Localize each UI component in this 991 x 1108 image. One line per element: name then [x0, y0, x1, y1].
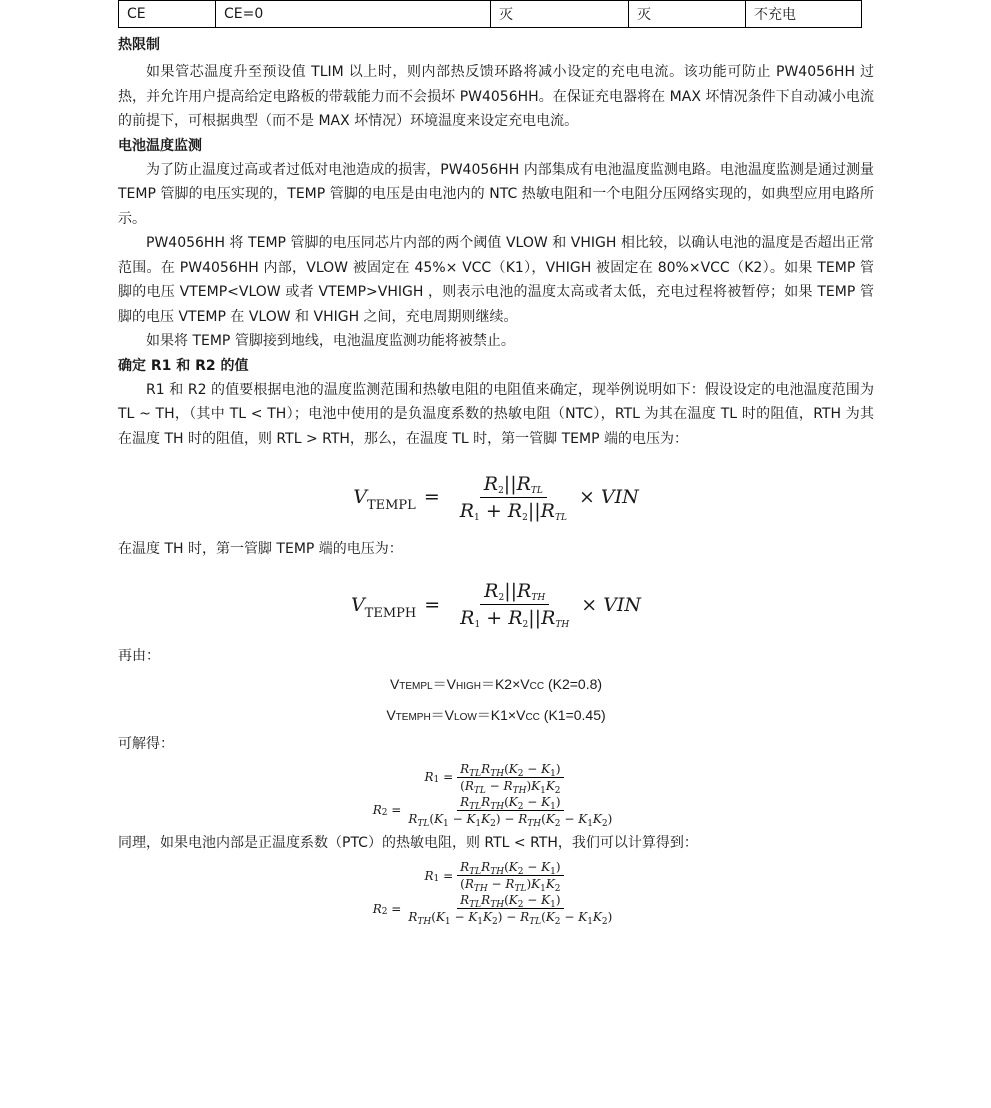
table-cell: 灭 [491, 1, 629, 28]
paragraph-temp-monitor-2: PW4056HH 将 TEMP 管脚的电压同芯片内部的两个阈值 VLOW 和 VHIGH 相比较，以确认电池的温度是否超出正常范围。在 PW4056HH 内部，VLOW 被固定在 45%× VCC（K1），VHIGH 被固定在 80%×VCC（K2）。如果 TEMP 管脚的电压 VTEMP<VLOW 或者 VTEMP>VHIGH ，则表示电池的温度太高或者太低，充电过程将被暂停；如果 TEMP 管脚的电压 VTEMP 在 VLOW 和 VHIGH 之间，充电周期则继续。 [118, 235, 874, 325]
equation-r1-ntc: R 1 = $\frac{R_{TL}R_{TH}(K_2 - K_1)}{(R_{TL} - R_{TH})K_1K_2}$ [118, 761, 874, 794]
paragraph-r1-r2-intro: R1 和 R2 的值要根据电池的温度监测范围和热敏电阻的电阻值来确定，现举例说明如下：假设设定的电池温度范围为 TL ~ TH，（其中 TL < TH）；电池中使用的是负温度系数的热敏电阻（NTC），RTL 为其在温度 TL 时的阻值，RTH 为其在温度 TH 时的阻值，则 RTL > RTH，那么，在温度 TL 时，第一管脚 TEMP 端的电压为： [118, 381, 874, 447]
section-heading-thermal: 热限制 [118, 37, 160, 53]
equation-vtempl: $V_{TEMPL}$ = $\frac{\text{R2||RTL}}{\text{R1 + R2||RTL}}$ × VIN [353, 472, 639, 523]
table-cell: CE=0 [216, 1, 491, 28]
paragraph-ptc: 同理，如果电池内部是正温度系数（PTC）的热敏电阻，则 RTL < RTH，我们可以计算得到： [118, 834, 698, 851]
equation-r2-ptc: R 2 = $\frac{R_{TL}R_{TH}(K_2 - K_1)}{R_{TH}(K_1 - K_1K_2) - R_{TL}(K_2 - K_1K_2)}$ [372, 893, 613, 927]
paragraph-temp-monitor-3: 如果将 TEMP 管脚接到地线，电池温度监测功能将被禁止。 [146, 333, 515, 349]
equation-vtempl-vhigh: VTEMPL＝VHIGH＝K2×VCC (K2=0.8) [389, 676, 603, 692]
equation-vtemph: $V_{TEMPH}$ = $\frac{\text{R2||RTH}}{\text{R1 + R2||RTH}}$ × VIN [350, 580, 642, 630]
paragraph-thermal: 如果管芯温度升至预设值 TLIM 以上时，则内部热反馈环路将减小设定的充电电流。该功能可防止 PW4056HH 过热，并允许用户提高给定电路板的带载能力而不会损坏 PW4056HH。在保证充电器将在 MAX 坏情况条件下自动减小电流的前提下，可根据典型（而不是 MAX 坏情况）环境温度来设定充电电流。 [118, 64, 874, 129]
document-page [118, 0, 874, 925]
equation-vtemph-vlow: VTEMPH＝VLOW＝K1×VCC (K1=0.45) [386, 707, 606, 723]
section-heading-r1-r2: 确定 R1 和 R2 的值 [118, 357, 249, 374]
paragraph-then: 再由： [118, 647, 160, 664]
equation-r2-ntc: R 2 = $\frac{R_{TL}R_{TH}(K_2 - K_1)}{R_{TL}(K_1 - K_1K_2) - R_{TH}(K_2 - K_1K_2)}$ [372, 794, 613, 829]
table-row [119, 1, 862, 28]
paragraph-temp-monitor-1: 为了防止温度过高或者过低对电池造成的损害，PW4056HH 内部集成有电池温度监测电路。电池温度监测是通过测量 TEMP 管脚的电压实现的，TEMP 管脚的电压是由电池内的 NTC 热敏电阻和一个电阻分压网络实现的，如典型应用电路所示。 [118, 161, 874, 227]
paragraph-solve: 可解得： [118, 736, 174, 752]
ce-status-table [118, 0, 862, 28]
equation-r1-ptc: R 1 = $\frac{R_{TL}R_{TH}(K_2 - K_1)}{(R_{TH} - R_{TL})K_1K_2}$ [118, 859, 874, 892]
section-heading-temp-monitor: 电池温度监测 [118, 137, 202, 154]
paragraph-th-voltage: 在温度 TH 时，第一管脚 TEMP 端的电压为： [118, 541, 403, 557]
table-cell: 不充电 [746, 1, 862, 28]
table-cell: CE [119, 1, 216, 28]
table-cell: 灭 [629, 1, 746, 28]
